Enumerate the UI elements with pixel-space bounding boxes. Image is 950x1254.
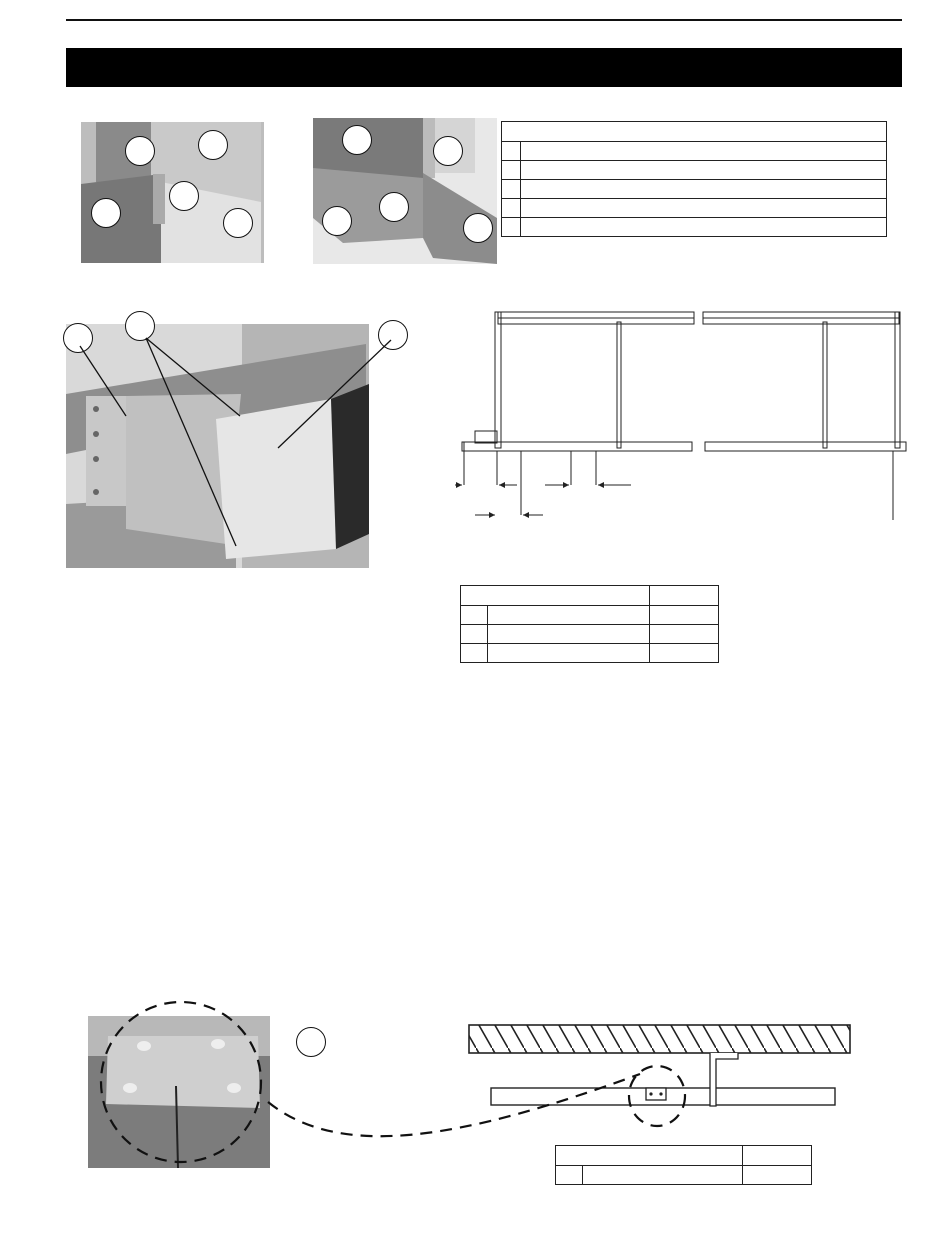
- parts-table-bottom: [555, 1145, 812, 1185]
- callout-circle: [223, 208, 253, 238]
- callout-circle: [379, 192, 409, 222]
- photo-corner-bracket-side: [313, 118, 497, 264]
- parts-table-mid: [460, 585, 719, 663]
- callout-circle: [463, 213, 493, 243]
- table-row: [502, 161, 887, 180]
- table-row: [502, 199, 887, 218]
- table-header-row: [461, 586, 719, 606]
- header-rule: [66, 19, 902, 21]
- section-banner: [66, 48, 902, 87]
- frame-elevation-diagram: [455, 305, 915, 545]
- table-row: [556, 1166, 812, 1185]
- parts-table-top: [501, 121, 887, 237]
- table-row: [461, 644, 719, 663]
- callout-circle: [91, 198, 121, 228]
- callout-leader-lines: [66, 320, 396, 570]
- table-row: [461, 625, 719, 644]
- callout-circle: [342, 125, 372, 155]
- callout-circle: [322, 206, 352, 236]
- callout-circle: [169, 181, 199, 211]
- detail-callout-dashes: [80, 990, 780, 1250]
- table-row: [502, 180, 887, 199]
- callout-circle: [125, 136, 155, 166]
- callout-circle: [198, 130, 228, 160]
- table-row: [461, 606, 719, 625]
- photo-corner-bracket-side-image: [313, 118, 497, 264]
- callout-circle: [433, 136, 463, 166]
- table-row: [502, 142, 887, 161]
- table-header-row: [502, 122, 887, 142]
- table-header-row: [556, 1146, 812, 1166]
- table-row: [502, 218, 887, 237]
